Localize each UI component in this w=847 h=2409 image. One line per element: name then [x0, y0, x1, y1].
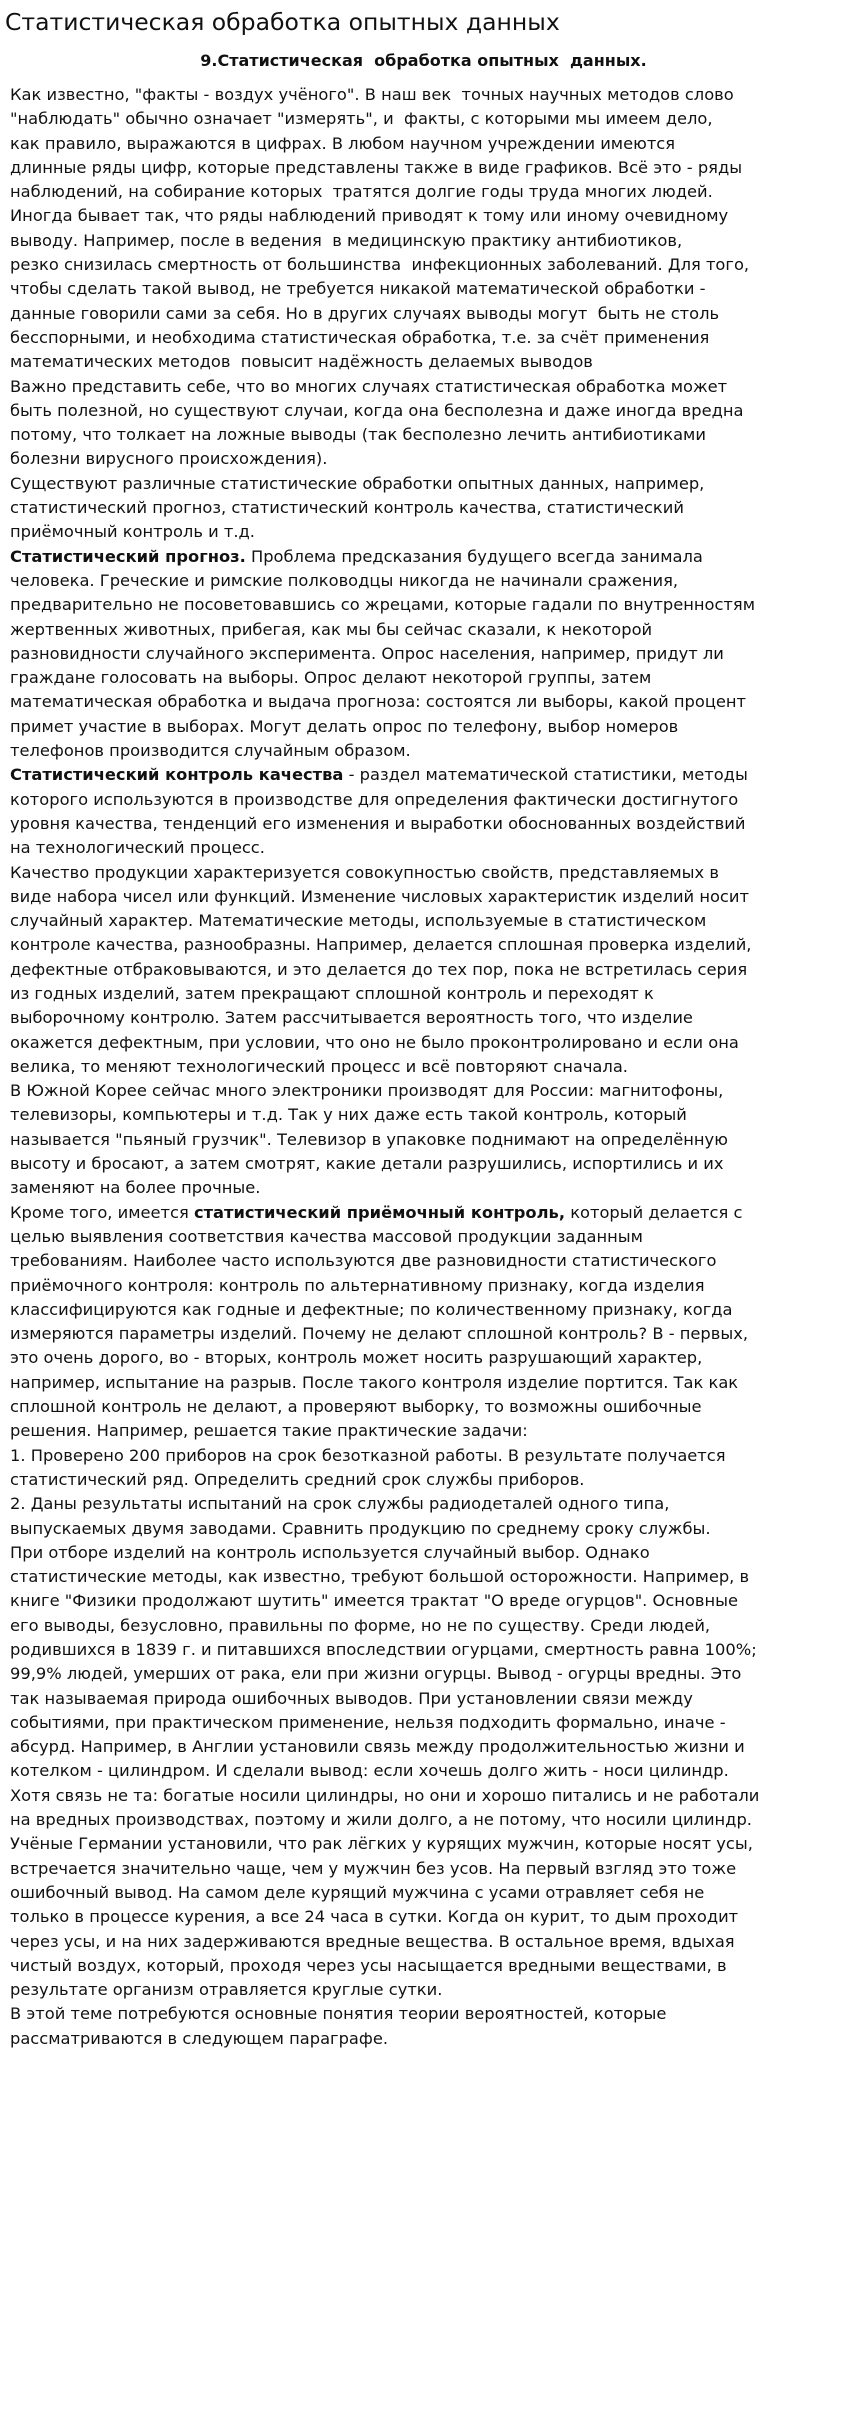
text-line [10, 1614, 840, 1638]
text-line [10, 1905, 840, 1929]
text-run: результате организм отравляется круглые сутки. [10, 1980, 443, 2000]
text-run: Как известно, "факты - воздух учёного". В наш век точных научных методов слово [10, 85, 734, 104]
text-run: быть полезной, но существуют случаи, когда она бесполезна и даже иногда вредна [10, 400, 744, 420]
text-line [10, 1103, 840, 1127]
text-run: приёмочного контроля: контроль по альтернативному признаку, когда изделия [10, 1275, 705, 1295]
text-run: событиями, при практическом применение, нельзя подходить формально, иначе - [10, 1712, 726, 1732]
text-run: 1. Проверено 200 приборов на срок безотказной работы. В результате получается [10, 1445, 726, 1465]
text-line [10, 933, 840, 957]
text-run: Важно представить себе, что во многих случаях статистическая обработка может [10, 376, 728, 396]
text-line [10, 1468, 840, 1492]
text-run: телевизоры, компьютеры и т.д. Так у них даже есть такой контроль, который [10, 1105, 687, 1125]
body-text [10, 83, 840, 2051]
text-run: разновидности случайного эксперимента. Опрос населения, например, придут ли [10, 643, 724, 663]
text-run: окажется дефектным, при условии, что оно не было проконтролировано и если она [10, 1032, 739, 1052]
text-run: "наблюдать" обычно означает "измерять", и факты, с которыми мы имеем дело, [10, 109, 713, 129]
text-line [10, 1225, 840, 1249]
text-line [10, 1152, 840, 1176]
text-run: целью выявления соответствия качества массовой продукции заданным [10, 1226, 643, 1246]
text-run: резко снизилась смертность от большинства инфекционных заболеваний. Для того, [10, 255, 750, 275]
text-line [10, 1832, 840, 1856]
text-line [10, 83, 840, 107]
text-run: - раздел математической статистики, методы [343, 765, 748, 785]
text-run: телефонов производится случайным образом. [10, 741, 411, 761]
text-line [10, 1274, 840, 1298]
text-line [10, 1517, 840, 1541]
text-run: например, испытание на разрыв. После такого контроля изделие портится. Так как [10, 1372, 739, 1392]
text-run: 2. Даны результаты испытаний на срок службы радиодеталей одного типа, [10, 1494, 670, 1514]
text-line [10, 350, 840, 374]
text-run: бесспорными, и необходима статистическая обработка, т.е. за счёт применения [10, 327, 710, 347]
text-run: книге "Физики продолжают шутить" имеется трактат "О вреде огурцов". Основные [10, 1591, 739, 1611]
text-line [10, 472, 840, 496]
text-run: виде набора чисел или функций. Изменение числовых характеристик изделий носит [10, 886, 749, 906]
text-run: требованиям. Наиболее часто используются две разновидности статистического [10, 1251, 717, 1271]
text-run: дефектные отбраковываются, и это делается до тех пор, пока не встретилась серия [10, 959, 748, 979]
text-run: Существуют различные статистические обработки опытных данных, например, [10, 473, 705, 493]
text-run: Кроме того, имеется [10, 1202, 194, 1222]
text-line [10, 569, 840, 593]
text-line [10, 156, 840, 180]
text-line [10, 1735, 840, 1759]
text-line [10, 1857, 840, 1881]
text-line [10, 1201, 840, 1225]
text-line [10, 1930, 840, 1954]
text-line [10, 1589, 840, 1613]
text-line [10, 1444, 840, 1468]
text-line [10, 1128, 840, 1152]
text-line [10, 399, 840, 423]
text-line [10, 739, 840, 763]
text-run: рассматриваются в следующем параграфе. [10, 2028, 389, 2048]
text-line [10, 666, 840, 690]
text-line [10, 1298, 840, 1322]
text-line [10, 1662, 840, 1686]
text-run: человека. Греческие и римские полководцы никогда не начинали сражения, [10, 570, 679, 590]
text-run: уровня качества, тенденций его изменения и выработки обоснованных воздействий [10, 813, 746, 833]
text-line [10, 690, 840, 714]
bold-term: Статистический прогноз. [10, 546, 246, 566]
text-run: примет участие в выборах. Могут делать опрос по телефону, выбор номеров [10, 716, 679, 736]
bold-term: Статистический контроль качества [10, 765, 344, 785]
text-line [10, 982, 840, 1006]
text-line [10, 132, 840, 156]
text-run: контроле качества, разнообразны. Например, делается сплошная проверка изделий, [10, 935, 752, 955]
text-run: В Южной Корее сейчас много электроники производят для России: магнитофоны, [10, 1081, 724, 1101]
text-line [10, 1978, 840, 2002]
text-line [10, 861, 840, 885]
text-run: статистический ряд. Определить средний срок службы приборов. [10, 1469, 585, 1489]
text-run: встречается значительно чаще, чем у мужчин без усов. На первый взгляд это тоже [10, 1858, 737, 1878]
text-line [10, 1638, 840, 1662]
text-run: выводу. Например, после в ведения в медицинскую практику антибиотиков, [10, 230, 683, 250]
text-line [10, 593, 840, 617]
text-run: данные говорили сами за себя. Но в других случаях выводы могут быть не столь [10, 303, 720, 323]
text-run: чтобы сделать такой вывод, не требуется никакой математической обработки - [10, 279, 706, 299]
text-run: родившихся в 1839 г. и питавшихся впоследствии огурцами, смертность равна 100%; [10, 1640, 757, 1659]
text-line [10, 1492, 840, 1516]
text-run: заменяют на более прочные. [10, 1178, 261, 1198]
text-run: Качество продукции характеризуется совокупностью свойств, представляемых в [10, 862, 719, 882]
text-run: из годных изделий, затем прекращают сплошной контроль и переходят к [10, 983, 654, 1003]
text-line [10, 812, 840, 836]
text-line [10, 1784, 840, 1808]
text-run: велика, то меняют технологический процесс и всё повторяют сначала. [10, 1056, 628, 1076]
text-line [10, 180, 840, 204]
text-line [10, 642, 840, 666]
text-run: это очень дорого, во - вторых, контроль может носить разрушающий характер, [10, 1348, 703, 1368]
text-run: на технологический процесс. [10, 838, 265, 858]
text-run: При отборе изделий на контроль используется случайный выбор. Однако [10, 1542, 650, 1562]
text-run: Хотя связь не та: богатые носили цилиндры, но они и хорошо питались и не работали [10, 1785, 760, 1805]
text-line [10, 1881, 840, 1905]
text-line [10, 520, 840, 544]
text-line [10, 763, 840, 787]
text-line [10, 277, 840, 301]
text-run: через усы, и на них задерживаются вредные вещества. В остальное время, вдыхая [10, 1931, 735, 1951]
text-run: выпускаемых двумя заводами. Сравнить продукцию по среднему сроку службы. [10, 1518, 711, 1538]
text-line [10, 1541, 840, 1565]
text-run: классифицируются как годные и дефектные; по количественному признаку, когда [10, 1299, 733, 1319]
text-run: граждане голосовать на выборы. Опрос делают некоторой группы, затем [10, 668, 652, 688]
text-line [10, 1808, 840, 1832]
text-line [10, 1176, 840, 1200]
text-run: как правило, выражаются в цифрах. В любом научном учреждении имеются [10, 133, 676, 153]
text-line [10, 1031, 840, 1055]
text-line [10, 1395, 840, 1419]
bold-term: статистический приёмочный контроль, [193, 1202, 566, 1222]
text-line [10, 326, 840, 350]
text-line [10, 1954, 840, 1978]
text-run: сплошной контроль не делают, а проверяют выборку, то возможны ошибочные [10, 1397, 702, 1417]
text-run: измеряются параметры изделий. Почему не делают сплошной контроль? В - первых, [10, 1324, 748, 1344]
text-line [10, 909, 840, 933]
text-line [10, 1687, 840, 1711]
text-run: ошибочный вывод. На самом деле курящий мужчина с усами отравляет себя не [10, 1882, 705, 1902]
text-run: приёмочный контроль и т.д. [10, 522, 255, 542]
text-run: предварительно не посоветовавшись со жрецами, которые гадали по внутренностям [10, 595, 755, 615]
text-line [10, 788, 840, 812]
text-line [10, 1249, 840, 1273]
text-line [10, 836, 840, 860]
text-run: на вредных производствах, поэтому и жили долго, а не потому, что носили цилиндр. [10, 1810, 752, 1830]
text-run: Проблема предсказания будущего всегда занимала [245, 546, 703, 566]
text-line [10, 423, 840, 447]
text-run: которого используются в производстве для определения фактически достигнутого [10, 789, 739, 809]
text-line [10, 302, 840, 326]
text-run: наблюдений, на собирание которых тратятся долгие годы труда многих людей. [10, 182, 713, 202]
text-run: длинные ряды цифр, которые представлены также в виде графиков. Всё это - ряды [10, 157, 743, 177]
text-run: случайный характер. Математические методы, используемые в статистическом [10, 911, 707, 931]
text-line [10, 2002, 840, 2026]
text-run: статистические методы, как известно, требуют большой осторожности. Например, в [10, 1567, 750, 1587]
text-run: называется "пьяный грузчик". Телевизор в упаковке поднимают на определённую [10, 1129, 728, 1149]
text-run: высоту и бросают, а затем смотрят, какие детали разрушились, испортились и их [10, 1154, 724, 1174]
text-line [10, 1371, 840, 1395]
text-line [10, 1055, 840, 1079]
text-run: выборочному контролю. Затем рассчитывается вероятность того, что изделие [10, 1008, 693, 1028]
text-run: абсурд. Например, в Англии установили связь между продолжительностью жизни и [10, 1737, 745, 1757]
text-line [10, 1079, 840, 1103]
text-run: потому, что толкает на ложные выводы (так бесполезно лечить антибиотиками [10, 425, 706, 445]
section-heading: 9.Статистическая обработка опытных данных. [200, 51, 647, 70]
text-line [10, 107, 840, 131]
text-line [10, 885, 840, 909]
text-run: его выводы, безусловно, правильны по форме, но не по существу. Среди людей, [10, 1615, 711, 1635]
text-line [10, 545, 840, 569]
text-line [10, 1419, 840, 1443]
text-line [10, 1759, 840, 1783]
text-line [10, 204, 840, 228]
text-run: жертвенных животных, прибегая, как мы бы сейчас сказали, к некоторой [10, 619, 653, 639]
text-run: Иногда бывает так, что ряды наблюдений приводят к тому или иному очевидному [10, 206, 729, 226]
text-line [10, 715, 840, 739]
text-run: 99,9% людей, умерших от рака, ели при жизни огурцы. Вывод - огурцы вредны. Это [10, 1664, 742, 1684]
text-run: математических методов повысит надёжность делаемых выводов [10, 352, 593, 372]
text-line [10, 1346, 840, 1370]
text-line [10, 447, 840, 471]
text-line [10, 958, 840, 982]
text-run: статистический прогноз, статистический контроль качества, статистический [10, 498, 684, 518]
text-run: В этой теме потребуются основные понятия теории вероятностей, которые [10, 2004, 667, 2024]
text-line [10, 2027, 840, 2051]
text-line [10, 1322, 840, 1346]
text-line [10, 229, 840, 253]
text-line [10, 618, 840, 642]
text-line [10, 375, 840, 399]
text-run: чистый воздух, который, проходя через усы насыщается вредными веществами, в [10, 1955, 727, 1975]
text-line [10, 1711, 840, 1735]
text-run: так называемая природа ошибочных выводов. При установлении связи между [10, 1688, 693, 1708]
page-title: Статистическая обработка опытных данных [5, 8, 560, 36]
text-line [10, 496, 840, 520]
text-line [10, 1565, 840, 1589]
text-run: который делается с [565, 1202, 743, 1222]
text-run: только в процессе курения, а все 24 часа в сутки. Когда он курит, то дым проходит [10, 1907, 739, 1927]
text-run: болезни вирусного происхождения). [10, 449, 328, 469]
text-line [10, 1006, 840, 1030]
text-run: Учёные Германии установили, что рак лёгких у курящих мужчин, которые носят усы, [10, 1834, 753, 1854]
text-run: решения. Например, решается такие практические задачи: [10, 1421, 528, 1441]
text-run: котелком - цилиндром. И сделали вывод: если хочешь долго жить - носи цилиндр. [10, 1761, 729, 1781]
text-run: математическая обработка и выдача прогноза: состоятся ли выборы, какой процент [10, 692, 747, 712]
text-line [10, 253, 840, 277]
